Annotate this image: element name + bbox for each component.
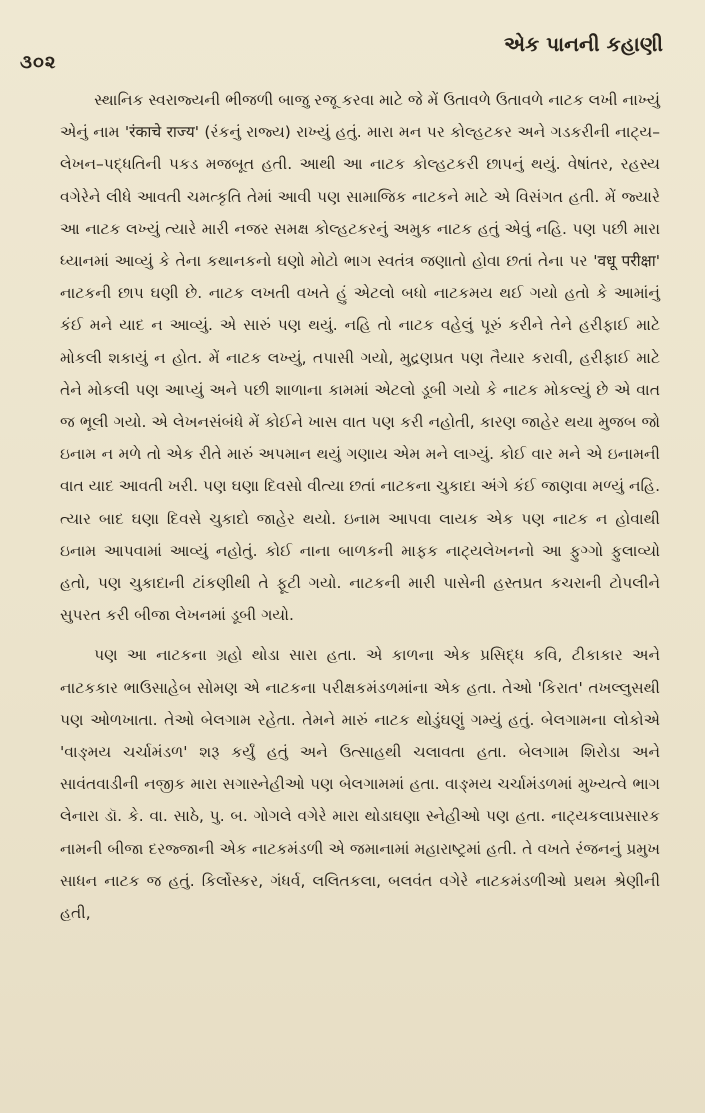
paragraph: સ્થાનિક સ્વરાજ્યની ભીજળી બાજુ રજૂ કરવા માટે જે મેં ઉતાવળે ઉતાવળે નાટક લખી નાખ્યું એનું નામ 'रंकाचे राज्य' (રંકનું રાજ્ય) રાખ્યું હતું. મારા મન પર કોલ્હટકર અને ગડકરીની નાટ્ય–લેખન–પદ્ધતિની પકડ મજબૂત હતી. આથી આ નાટક કોલ્હટકરી છાપનું થયું. વેષાંતર, રહસ્ય વગેરેને લીધે આવતી ચમત્કૃતિ તેમાં આવી પણ સામાજિક નાટકને માટે એ વિસંગત હતી. મેં જ્યારે આ નાટક લખ્યું ત્યારે મારી નજર સમક્ષ કોલ્હટકરનું અમુક નાટક હતું એવું નહિ. પણ પછી મારા ધ્યાનમાં આવ્યું કે તેના કથાનકનો ઘણો મોટો ભાગ સ્વતંત્ર જણાતો હોવા છતાં તેના પર 'वधू परीक्षा' નાટકની છાપ ઘણી છે. નાટક લખતી વખતે હું એટલો બધો નાટકમય થઈ ગયો હતો કે આમાંનું કંઈ મને યાદ ન આવ્યું. એ સારું પણ થયું. નહિ તો નાટક વહેલું પૂરું કરીને તેને હરીફાઈ માટે મોકલી શકાયું ન હોત. મેં નાટક લખ્યું, તપાસી ગયો, મુદ્રણપ્રત પણ તૈયાર કરાવી, હરીફાઈ માટે તેને મોકલી પણ આપ્યું અને પછી શાળાના કામમાં એટલો ડૂબી ગયો કે નાટક મોકલ્યું છે એ વાત જ ભૂલી ગયો. એ લેખનસંબંધે મેં કોઈને ખાસ વાત પણ કરી નહોતી, કારણ જાહેર થયા મુજબ જો ઇનામ ન મળે તો એક રીતે મારું અપમાન થયું ગણાય એમ મને લાગ્યું. કોઈ વાર મને એ ઇનામની વાત યાદ આવતી ખરી. પણ ઘણા દિવસો વીત્યા છતાં નાટકના ચુકાદા અંગે કંઈ જાણવા મળ્યું નહિ. ત્યાર બાદ ઘણા દિવસે ચુકાદો જાહેર થયો. ઇનામ આપવા લાયક એક પણ નાટક ન હોવાથી ઇનામ આપવામાં આવ્યું નહોતું. કોઈ નાના બાળકની માફક નાટ્યલેખનનો આ ફુગ્ગો ફુલાવ્યો હતો, પણ ચુકાદાની ટાંકણીથી તે ફૂટી ગયો. નાટકની મારી પાસેની હસ્તપ્રત કચરાની ટોપલીને સુપરત કરી બીજા લેખનમાં ડૂબી ગયો. — [60, 91, 660, 625]
running-title: એક પાનની કહાણી — [504, 32, 663, 56]
body-text — [60, 84, 660, 929]
page-number: ૩૦૨ — [20, 52, 57, 73]
page-header — [0, 28, 705, 73]
paragraph: પણ આ નાટકના ગ્રહો થોડા સારા હતા. એ કાળના એક પ્રસિદ્ધ કવિ, ટીકાકાર અને નાટકકાર ભાઉસાહેબ સોમણ એ નાટકના પરીક્ષકમંડળમાંના એક હતા. તેઓ 'કિરાત' તખલ્લુસથી પણ ઓળખાતા. તેઓ બેલગામ રહેતા. તેમને મારું નાટક થોડુંઘણું ગમ્યું હતું. બેલગામના લોકોએ 'વાઙ્‌મય ચર્ચામંડળ' શરૂ કર્યું હતું અને ઉત્સાહથી ચલાવતા હતા. બેલગામ શિરોડા અને સાવંતવાડીની નજીક મારા સગાસ્નેહીઓ પણ બેલગામમાં હતા. વાઙ્‌મય ચર્ચામંડળમાં મુખ્યત્વે ભાગ લેનારા ડૉ. કે. વા. સાઠે, પુ. બ. ગોગલે વગેરે મારા થોડાઘણા સ્નેહીઓ પણ હતા. નાટ્યકલાપ્રસારક નામની બીજા દરજ્જાની એક નાટકમંડળી એ જમાનામાં મહારાષ્ટ્રમાં હતી. તે વખતે રંજનનું પ્રમુખ સાધન નાટક જ હતું. કિર્લોસ્કર, ગંધર્વ, લલિતકલા, બલવંત વગેરે નાટકમંડળીઓ પ્રથમ શ્રેણીની હતી, — [60, 646, 660, 923]
